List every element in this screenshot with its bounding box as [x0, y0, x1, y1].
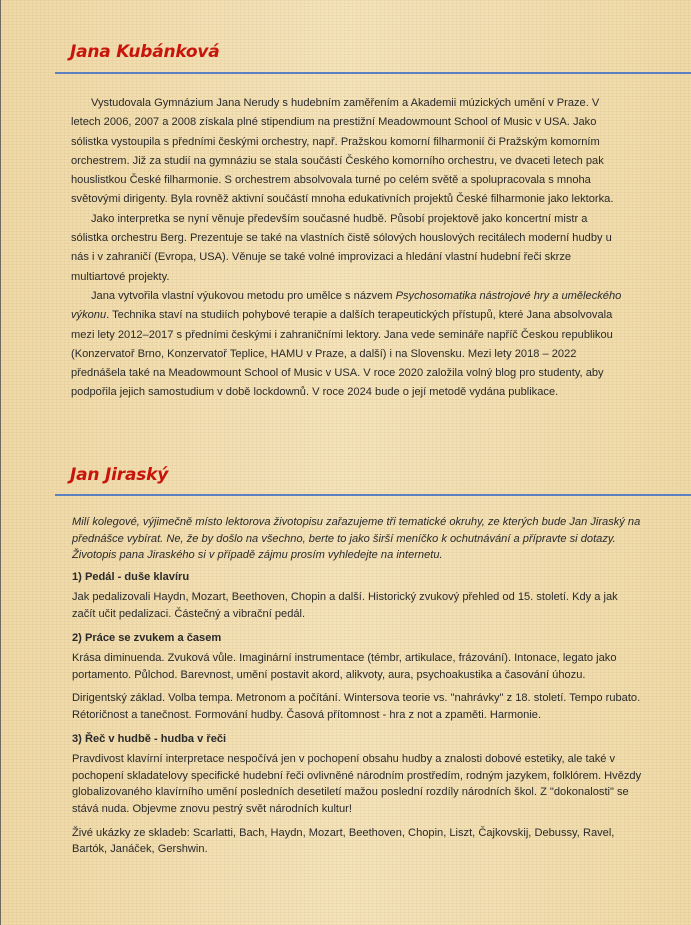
topic-paragraph: Dirigentský základ. Volba tempa. Metronom a počítání. Wintersova teorie vs. "nahrávky" z 18. století. Tempo rubato. Rétoričnost a tanečnost. Formování hudby. Časová přítomnost - hra z not a zpaměti. Harmonie.	[72, 692, 641, 721]
topic-paragraph: Krása diminuenda. Zvuková vůle. Imaginární instrumentace (témbr, artikulace, frázování). Intonace, legato jako portamento. Půlchod. Barevnost, umění postavit akord, alikvoty, aura, psychoakustika a časování úhozu.	[72, 652, 617, 681]
topic-paragraph: Živé ukázky ze skladeb: Scarlatti, Bach, Haydn, Mozart, Beethoven, Chopin, Liszt, Čajkovskij, Debussy, Ravel, Bartók, Janáček, Gershwin.	[72, 826, 615, 856]
bio-paragraph: Jako interpretka se nyní věnuje především současné hudbě. Působí projektově jako koncertní mistr a sólistka orchestru Berg. Prezentuje se také na vlastních čistě sólových houslových recitálech moderní hudby u nás i v zahraničí (Evropa, USA). Věnuje se také volné improvizaci a hledání vlastní hudební řeči skrze multiartové projekty.	[71, 212, 612, 283]
topic-heading: 2) Práce se zvukem a časem	[72, 631, 222, 644]
topic-heading: 1) Pedál - duše klavíru	[72, 570, 190, 583]
bio-text: Jana vytvořila vlastní výukovou metodu pro umělce s názvem	[91, 289, 396, 302]
person-name-kubankova: Jana Kubánková	[70, 42, 220, 62]
bio-paragraph: Vystudovala Gymnázium Jana Nerudy s hudebním zaměřením a Akademii múzických umění v Praze. V letech 2006, 2007 a 2008 získala plné stipendium na prestižní Meadowmount School of Music v USA. Jako sólistka vystoupila s předními českými orchestry, např. Pražskou komorní filharmonií či Pražským komorním orchestrem. Již za studií na gymnáziu se stala součástí Českého komorního orchestru, ve dvaceti letech pak houslistkou České filharmonie. S orchestrem absolvovala turné po celém světě a spolupracovala s mnoha světovými dirigenty. Byla rovněž aktivní součástí mnoha edukativních projektů České filharmonie jako lektorka.	[71, 97, 614, 206]
method-title: Psychosomatika nástrojové hry a uměleckého výkonu	[71, 289, 622, 322]
bio-kubankova	[71, 94, 627, 403]
topic-paragraph: Jak pedalizovali Haydn, Mozart, Beethoven, Chopin a další. Historický zvukový přehled od 15. století. Kdy a jak začít učit pedalizaci. Částečný a vibrační pedál.	[72, 591, 618, 620]
person-name-jirasky: Jan Jiraský	[70, 465, 169, 485]
heading-divider	[55, 72, 691, 74]
bio-paragraph	[71, 287, 627, 403]
topic-paragraph: Pravdivost klavírní interpretace nespočívá jen v pochopení obsahu hudby a znalosti dobové estetiky, ale také v pochopení skladatelovy specifické hudební řeči ovlivněné národním prostředím, rodným jazykem, folklórem. Hvězdy globalizovaného klavírního umění posledních desetiletí mažou poslední rozdíly národních škol. Z "dokonalosti" se stává nuda. Objevme znovu pestrý svět národních kultur!	[72, 753, 642, 815]
topic-heading: 3) Řeč v hudbě - hudba v řeči	[72, 732, 227, 745]
intro-note: Milí kolegové, výjimečně místo lektorova životopisu zařazujeme tři tematické okruhy, ze kterých bude Jan Jiraský na přednášce vybírat. Ne, že by došlo na všechno, berte to jako širší meníčko k ochutnávání a přípravte si dotazy. Životopis pana Jiraského si v případě zájmu prosím vyhledejte na internetu.	[72, 516, 641, 562]
heading-divider	[55, 494, 691, 496]
bio-text: . Technika staví na studiích pohybové terapie a dalších terapeutických přístupů, které Jana absolvovala mezi lety 2012–2017 s předními českými i zahraničními lektory. Jana vede semináře napříč Českou republikou (Konzervatoř Brno, Konzervatoř Teplice, HAMU v Praze, a další) i na Slovensku. Mezi lety 2018 – 2022 přednášela také na Meadowmount School of Music v USA. V roce 2020 založila volný blog pro studenty, aby podpořila jejich samostudium v době lockdownů. V roce 2024 bude o její metodě vydána publikace.	[71, 309, 613, 399]
lecture-topics	[72, 514, 644, 865]
